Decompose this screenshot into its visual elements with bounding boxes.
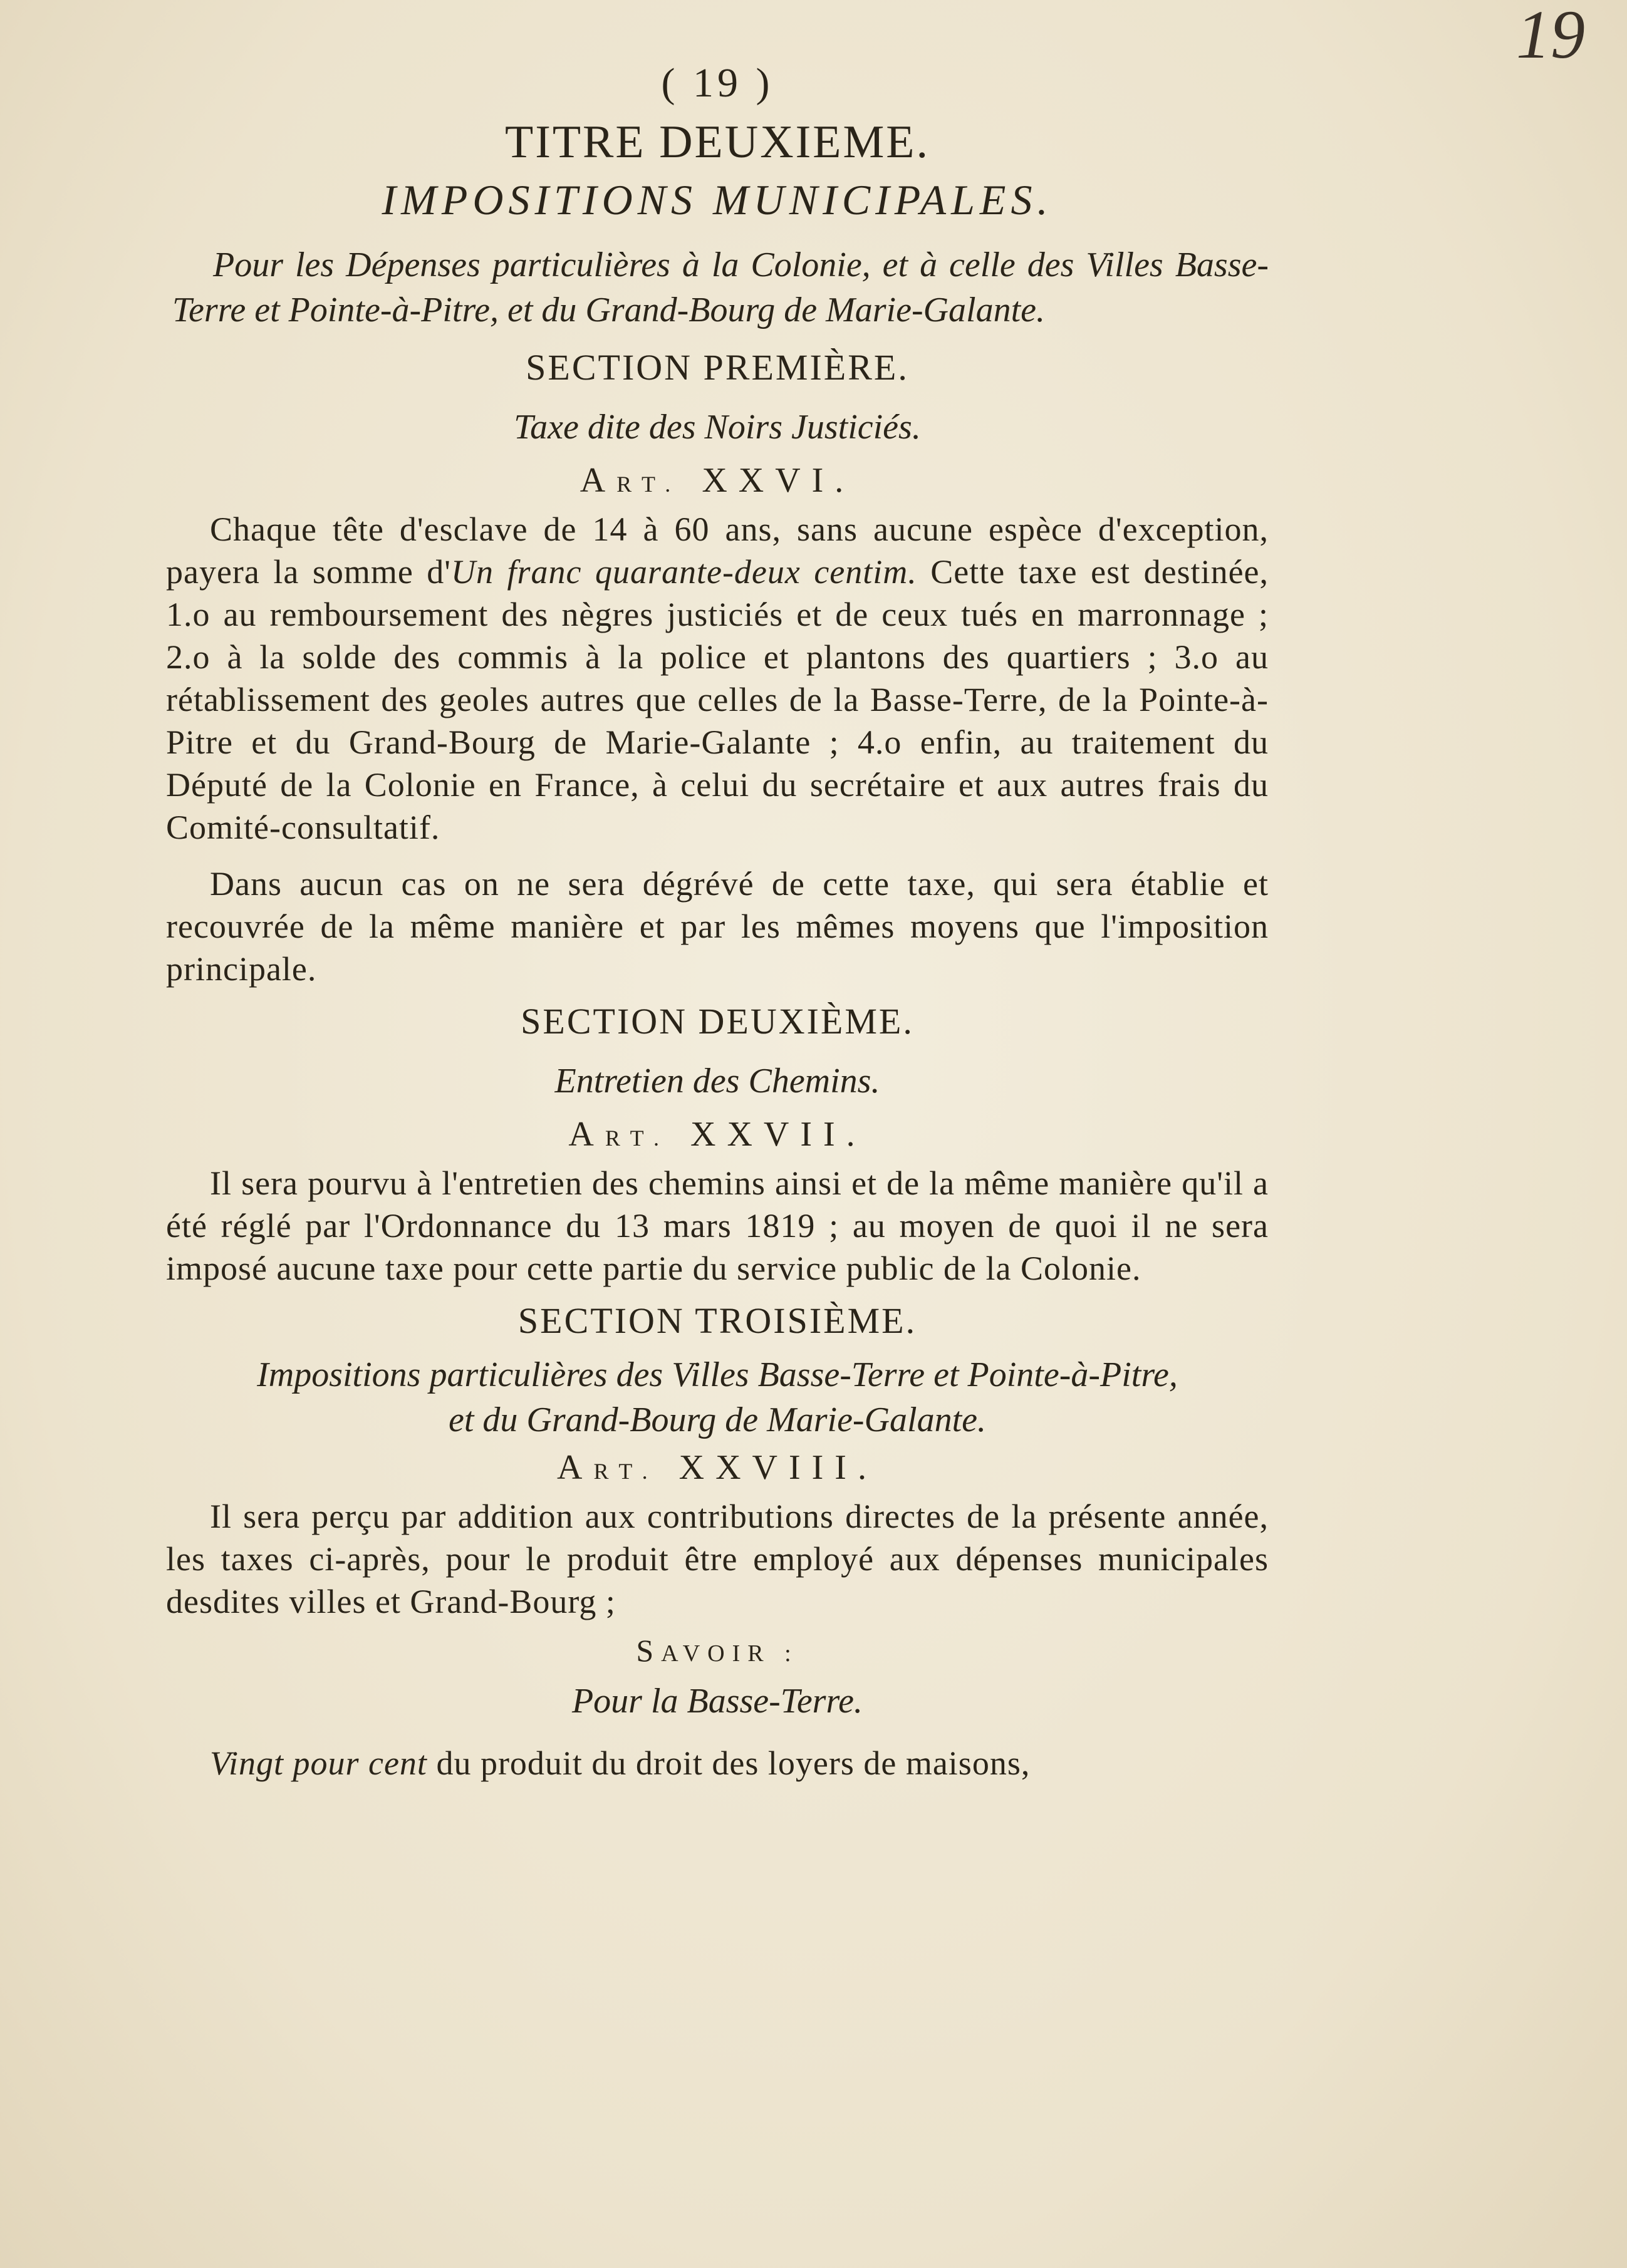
article-26-amount: Un franc quarante-deux centim. xyxy=(451,553,917,591)
article-27-number: XXVII. xyxy=(690,1115,866,1154)
article-27-heading xyxy=(166,1109,1269,1159)
section-3-subheading-line-2: et du Grand-Bourg de Marie-Galante. xyxy=(449,1401,986,1439)
article-26-prefix-initial: A xyxy=(580,461,617,500)
article-28-number: XXVIII. xyxy=(678,1448,878,1487)
article-28-heading xyxy=(166,1442,1269,1493)
page-number: ( 19 ) xyxy=(661,60,774,106)
section-1-heading: SECTION PREMIÈRE. xyxy=(526,347,909,388)
section-1-subheading: Taxe dite des Noirs Justiciés. xyxy=(514,408,921,447)
section-2-heading: SECTION DEUXIÈME. xyxy=(521,1001,914,1042)
article-26-prefix-rest: RT. xyxy=(616,472,682,497)
intro-paragraph: Pour les Dépenses particulières à la Colonie, et à celle des Villes Basse-Terre et Pointe-à-Pitre, et du Grand-Bourg de Marie-Galante. xyxy=(172,246,1269,329)
article-26-number: XXVI. xyxy=(702,461,855,500)
last-line-text: du produit du droit des loyers de maisons, xyxy=(427,1744,1031,1782)
article-26-heading xyxy=(166,455,1269,505)
article-26-text-end: Cette taxe est destinée, 1.o au remboursement des nègres justiciés et de ceux tués en marronnage ; 2.o à la solde des commis à la police et plantons des quartiers ; 3.o au rétablissement des geoles autres que celles de la Basse-Terre, de la Pointe-à-Pitre et du Grand-Bourg de Marie-Galante ; 4.o enfin, au traitement du Député de la Colonie en France, à celui du secrétaire et aux autres frais du Comité-consultatif. xyxy=(166,553,1269,846)
article-27-prefix-initial: A xyxy=(568,1115,605,1154)
article-28-prefix-initial: A xyxy=(557,1448,594,1487)
savoir-heading xyxy=(166,1628,1269,1673)
section-3-heading: SECTION TROISIÈME. xyxy=(517,1300,917,1341)
handwritten-folio-number: 19 xyxy=(1516,0,1585,73)
article-28-paragraph: Il sera perçu par addition aux contributions directes de la présente année, les taxes ci-après, pour le produit être employé aux dépenses municipales desdites villes et Grand-Bourg ; xyxy=(166,1498,1269,1620)
article-27-prefix-rest: RT. xyxy=(605,1126,670,1151)
article-26-paragraph-2: Dans aucun cas on ne sera dégrévé de cette taxe, qui sera établie et recouvrée de la même manière et par les mêmes moyens que l'imposition principale. xyxy=(166,865,1269,988)
article-27-paragraph: Il sera pourvu à l'entretien des chemins ainsi et de la même manière qu'il a été réglé par l'Ordonnance du 13 mars 1819 ; au moyen de quoi il ne sera imposé aucune taxe pour cette partie du service public de la Colonie. xyxy=(166,1164,1269,1287)
article-28-prefix-rest: RT. xyxy=(593,1459,659,1484)
title: TITRE DEUXIEME. xyxy=(505,117,930,168)
basse-terre-heading: Pour la Basse-Terre. xyxy=(571,1682,863,1721)
subtitle: IMPOSITIONS MUNICIPALES. xyxy=(382,176,1053,224)
page-content xyxy=(166,60,1269,1784)
last-line-italic: Vingt pour cent xyxy=(210,1744,427,1782)
section-3-subheading xyxy=(166,1352,1269,1442)
section-2-subheading: Entretien des Chemins. xyxy=(554,1062,880,1100)
savoir-rest: AVOIR : xyxy=(661,1640,799,1667)
article-26-paragraph-1 xyxy=(166,508,1269,849)
section-3-subheading-line-1: Impositions particulières des Villes Basse-Terre et Pointe-à-Pitre, xyxy=(257,1355,1178,1394)
savoir-initial: S xyxy=(636,1633,662,1668)
article-26-text-start: Chaque tête d'esclave de 14 à 60 ans, sans aucune espèce d'exception, payera la somme d' xyxy=(166,510,1269,591)
last-line xyxy=(166,1742,1269,1784)
